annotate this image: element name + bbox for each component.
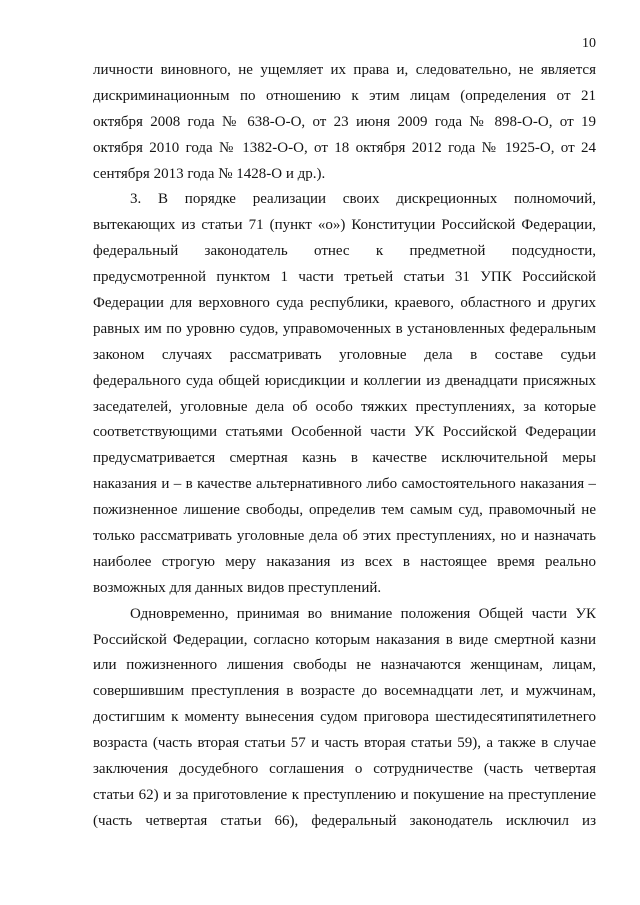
text-line: сентября 2013 года № 1428-О и др.). <box>93 165 326 182</box>
page-number: 10 <box>582 36 596 51</box>
text-line: заключения досудебного соглашения о сотрудничестве (часть четвертая <box>93 761 596 778</box>
text-line: заседателей, уголовные дела об особо тяжких преступлениях, за которые <box>93 398 596 415</box>
text-line: Федерации для верховного суда республики, краевого, областного и других <box>93 295 596 312</box>
text-line: только рассматривать уголовные дела об этих преступлениях, но и назначать <box>93 528 596 545</box>
text-line: равных им по уровню судов, управомоченных в установленных федеральным <box>93 320 596 337</box>
text-line: или пожизненного лишения свободы не назначаются женщинам, лицам, <box>93 657 596 674</box>
text-line: предусматривается смертная казнь в качестве исключительной меры <box>93 450 596 467</box>
text-line: октября 2008 года № 638-О-О, от 23 июня 2009 года № 898-О-О, от 19 <box>93 113 596 130</box>
paragraph <box>93 187 596 601</box>
text-line: дискриминационным по отношению к этим лицам (определения от 21 <box>93 87 596 104</box>
text-line: октября 2010 года № 1382-О-О, от 18 октября 2012 года № 1925-О, от 24 <box>93 139 596 156</box>
text-line: Одновременно, принимая во внимание положения Общей части УК <box>130 605 596 622</box>
text-line: законом случаях рассматривать уголовные дела в составе судьи <box>93 346 596 363</box>
text-line: достигшим к моменту вынесения судом приговора шестидесятипятилетнего <box>93 709 596 726</box>
text-line: статьи 62) и за приготовление к преступлению и покушение на преступление <box>93 786 596 803</box>
text-line: вытекающих из статьи 71 (пункт «о») Конституции Российской Федерации, <box>93 217 596 234</box>
text-line: возраста (часть вторая статьи 57 и часть вторая статьи 59), а также в случае <box>93 735 596 752</box>
document-body <box>93 58 596 835</box>
text-line: Российской Федерации, согласно которым наказания в виде смертной казни <box>93 631 596 648</box>
text-line: предусмотренной пунктом 1 части третьей статьи 31 УПК Российской <box>93 269 596 286</box>
text-line: пожизненное лишение свободы, определив тем самым суд, правомочный не <box>93 502 596 519</box>
paragraph <box>93 602 596 835</box>
text-line: возможных для данных видов преступлений. <box>93 579 382 596</box>
text-line: (часть четвертая статьи 66), федеральный законодатель исключил из <box>93 812 596 829</box>
paragraph <box>93 58 596 187</box>
text-line: личности виновного, не ущемляет их права и, следовательно, не является <box>93 62 596 78</box>
text-line: федеральный законодатель отнес к предметной подсудности, <box>93 243 596 260</box>
text-line: наказания и – в качестве альтернативного либо самостоятельного наказания – <box>93 476 596 493</box>
text-line: наиболее строгую меру наказания из всех в настоящее время реально <box>93 553 596 570</box>
text-line: федерального суда общей юрисдикции и коллегии из двенадцати присяжных <box>93 372 596 389</box>
text-line: совершившим преступления в возрасте до восемнадцати лет, и мужчинам, <box>93 683 596 700</box>
text-line: 3. В порядке реализации своих дискреционных полномочий, <box>130 191 596 208</box>
text-line: соответствующими статьями Особенной части УК Российской Федерации <box>93 424 596 441</box>
